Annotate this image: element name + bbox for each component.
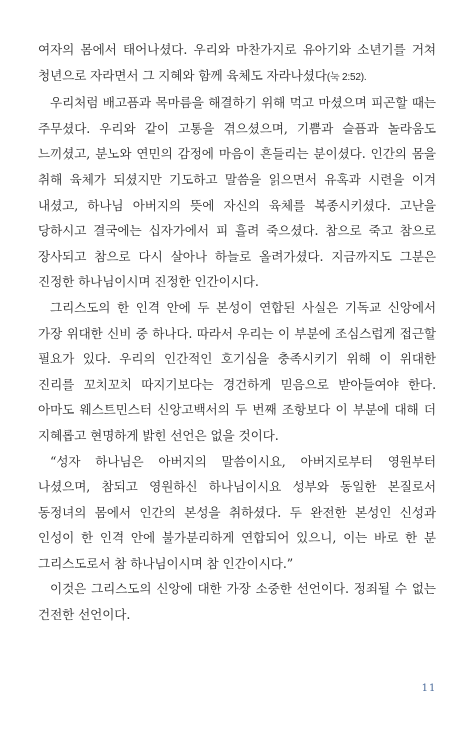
scripture-reference: (눅 2:52).	[326, 71, 367, 83]
creed-quote: “성자 하나님은 아버지의 말씀이시요, 아버지로부터 영원부터 나셨으며, 참되고 영원하신 하나님이시요 성부와 동일한 본질로서 동정녀의 몸에서 인간의 본성을 취하셨다. 두 완전한 본성인 신성과 인성이 한 인격 안에 불가분리하게 연합되어 있으니, 이는 바로 한 분 그리스도로서 참 하나님이시며 참 인간이시다.”	[38, 453, 436, 571]
paragraph-1-text: 여자의 몸에서 태어나셨다. 우리와 마찬가지로 유아기와 소년기를 거쳐 청년으로 자라면서 그 지혜와 함께 육체도 자라나셨다	[38, 42, 436, 83]
paragraph-3: 그리스도의 한 인격 안에 두 본성이 연합된 사실은 기독교 신앙에서 가장 위대한 신비 중 하나다. 따라서 우리는 이 부분에 조심스럽게 접근할 필요가 있다. 우리의 인간적인 호기심을 충족시키기 위해 이 위대한 진리를 꼬치꼬치 따지기보다는 경건하게 믿음으로 받아들여야 한다. 아마도 웨스트민스터 신앙고백서의 두 번째 조항보다 이 부분에 대해 더 지혜롭고 현명하게 밝힌 선언은 없을 것이다.	[38, 299, 436, 443]
paragraph-5: 이것은 그리스도의 신앙에 대한 가장 소중한 선언이다. 정죄될 수 없는 건전한 선언이다.	[38, 581, 436, 623]
paragraph-2: 우리처럼 배고픔과 목마름을 해결하기 위해 먹고 마셨으며 피곤할 때는 주무셨다. 우리와 같이 고통을 겪으셨으며, 기쁨과 슬픔과 놀라움도 느끼셨고, 분노와 연민의 감정에 마음이 흔들리는 분이셨다. 인간의 몸을 취해 육체가 되셨지만 기도하고 말씀을 읽으면서 유혹과 시련을 이겨 내셨고, 하나님 아버지의 뜻에 자신의 육체를 복종시키셨다. 고난을 당하시고 결국에는 십자가에서 피 흘려 죽으셨다. 참으로 죽고 참으로 장사되고 참으로 다시 살아나 하늘로 올려가셨다. 지금까지도 그분은 진정한 하나님이시며 진정한 인간이시다.	[38, 95, 436, 290]
paragraph-1	[38, 37, 436, 90]
page-number: 11	[421, 683, 437, 694]
page-body	[38, 37, 436, 628]
